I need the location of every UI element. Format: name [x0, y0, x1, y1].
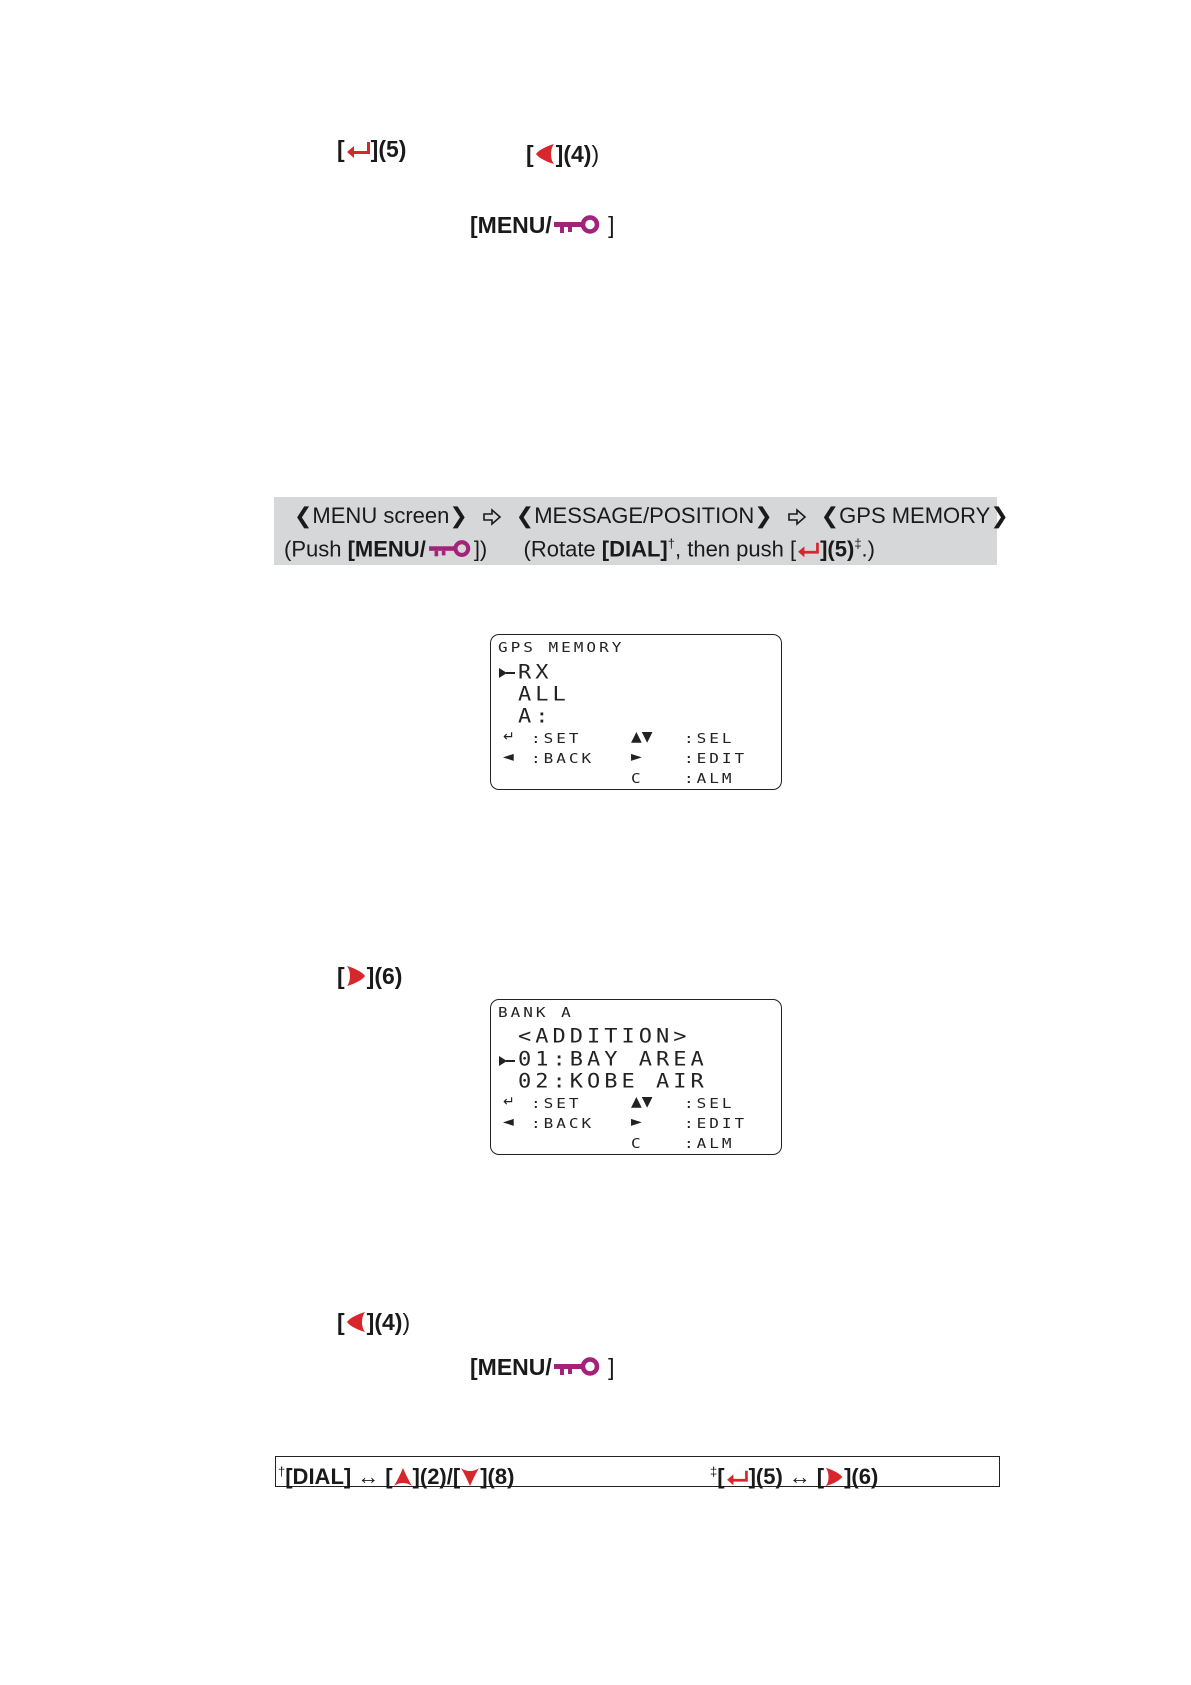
lcd-key-sel: :SEL: [684, 730, 735, 747]
lcd-key-alm: :ALM: [684, 770, 735, 787]
menu-path-instructions: (Push [MENU/ ]) (Rotate [DIAL]†, then push [ ](5)‡.): [284, 536, 875, 562]
right-key-icon: [345, 965, 367, 987]
footnote-box: [275, 1456, 1000, 1487]
lcd-key-c: C: [631, 770, 644, 787]
menu-key-ref-top: [MENU/ ]: [470, 212, 615, 238]
lcd-key-back: :BACK: [531, 1115, 595, 1132]
cursor-pointer-icon: [498, 667, 516, 679]
footnote-enter: ‡[ ](5) ↔ [ ](6): [710, 1464, 879, 1489]
right-key-6-ref: [ ](6): [337, 963, 403, 989]
enter-icon: ↵: [503, 1094, 515, 1110]
hollow-arrow-icon: [787, 507, 807, 527]
lcd-key-set: :SET: [531, 730, 582, 747]
left-key-4-ref-bottom: [ ](4)): [337, 1309, 411, 1335]
lcd-item-a: A:: [518, 705, 553, 728]
key-lock-icon: [552, 1356, 602, 1378]
lcd-item-rx: RX: [518, 661, 553, 684]
lcd-key-sel: :SEL: [684, 1095, 735, 1112]
up-down-icon: ▲▼: [631, 729, 653, 745]
key-lock-icon: [426, 539, 474, 559]
lcd-key-edit: :EDIT: [684, 750, 748, 767]
right-triangle-icon: ►: [631, 749, 642, 765]
enter-key-icon: [796, 541, 820, 559]
left-triangle-icon: ◄: [503, 1114, 514, 1130]
enter-key-icon: [345, 140, 371, 160]
lcd-bank-a: [490, 999, 782, 1155]
right-triangle-icon: ►: [631, 1114, 642, 1130]
lcd-key-c: C: [631, 1135, 644, 1152]
menu-path-banner: [274, 497, 1009, 565]
enter-key-icon: [725, 1469, 749, 1487]
left-key-4-ref: [ ](4)): [526, 141, 600, 167]
left-key-icon: [534, 143, 556, 165]
right-key-icon: [824, 1467, 844, 1487]
lcd-key-back: :BACK: [531, 750, 595, 767]
left-key-icon: [345, 1311, 367, 1333]
lcd-key-set: :SET: [531, 1095, 582, 1112]
up-down-icon: ▲▼: [631, 1094, 653, 1110]
enter-icon: ↵: [503, 729, 515, 745]
menu-key-ref-bottom: [MENU/ ]: [470, 1354, 615, 1380]
menu-path-line: [284, 502, 1009, 530]
down-key-icon: [460, 1467, 480, 1487]
lcd-key-alm: :ALM: [684, 1135, 735, 1152]
lcd-item-all: ALL: [518, 683, 570, 706]
gps-memory-step: ❮GPS MEMORY❯: [820, 503, 1009, 528]
key-lock-icon: [552, 214, 602, 236]
message-position-step: ❮MESSAGE/POSITION❯: [515, 503, 773, 528]
footnote-dial: †[DIAL] ↔ [ ](2)/[ ](8): [278, 1464, 515, 1489]
cursor-pointer-icon: [498, 1055, 516, 1067]
hollow-arrow-icon: [482, 507, 502, 527]
lcd-addition-header: <ADDITION>: [518, 1025, 691, 1048]
lcd-title: GPS MEMORY: [498, 639, 625, 656]
lcd-title: BANK A: [498, 1004, 574, 1021]
lcd-gps-memory: [490, 634, 782, 790]
enter-key-5-ref: [ ](5): [337, 136, 407, 162]
lcd-entry-01: 01:BAY AREA: [518, 1048, 708, 1071]
up-key-icon: [393, 1467, 413, 1487]
lcd-entry-02: 02:KOBE AIR: [518, 1070, 708, 1093]
left-triangle-icon: ◄: [503, 749, 514, 765]
lcd-key-edit: :EDIT: [684, 1115, 748, 1132]
menu-screen-step: ❮MENU screen❯: [294, 503, 468, 528]
